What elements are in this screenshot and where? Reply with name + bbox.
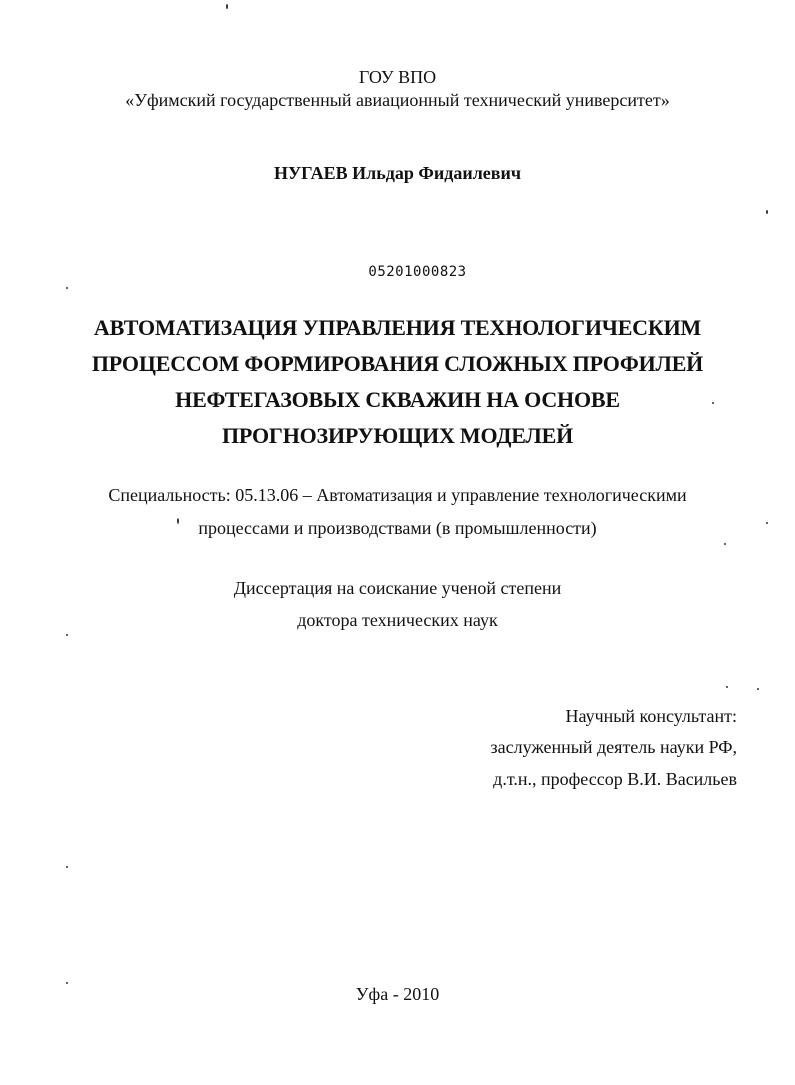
specialty-line-1: Специальность: 05.13.06 – Автоматизация и управление технологическими	[108, 485, 687, 505]
scan-speck	[66, 634, 68, 636]
scan-speck	[712, 402, 714, 404]
consultant-name: д.т.н., профессор В.И. Васильев	[493, 769, 737, 789]
consultant-honorary-title: заслуженный деятель науки РФ,	[490, 737, 737, 757]
scan-speck	[766, 210, 768, 214]
degree-line-1: Диссертация на соискание ученой степени	[233, 578, 562, 598]
scan-speck	[66, 866, 68, 868]
scan-speck	[66, 287, 68, 289]
scan-speck	[177, 518, 179, 524]
title-line-2: ПРОЦЕССОМ ФОРМИРОВАНИЯ СЛОЖНЫХ ПРОФИЛЕЙ	[91, 351, 704, 376]
scan-speck	[724, 543, 726, 545]
title-line-4: ПРОГНОЗИРУЮЩИХ МОДЕЛЕЙ	[221, 423, 574, 448]
scan-speck	[726, 686, 728, 688]
city-year: Уфа - 2010	[355, 984, 440, 1004]
university-name: «Уфимский государственный авиационный технический университет»	[125, 90, 670, 110]
title-line-1: АВТОМАТИЗАЦИЯ УПРАВЛЕНИЯ ТЕХНОЛОГИЧЕСКИМ	[93, 315, 702, 340]
degree-line-2: доктора технических наук	[297, 610, 498, 630]
title-line-3: НЕФТЕГАЗОВЫХ СКВАЖИН НА ОСНОВЕ	[175, 387, 620, 412]
scan-speck	[66, 982, 68, 984]
author-name: НУГАЕВ Ильдар Фидаилевич	[273, 163, 522, 183]
scan-speck	[226, 4, 228, 9]
dissertation-title	[0, 310, 795, 454]
consultant-label: Научный консультант:	[565, 706, 737, 726]
catalog-code: 05201000823	[368, 264, 467, 280]
specialty-line-2: процессами и производствами (в промышленности)	[198, 518, 597, 538]
scan-speck	[757, 688, 759, 690]
scan-speck	[766, 522, 768, 524]
organization-type: ГОУ ВПО	[358, 67, 437, 87]
